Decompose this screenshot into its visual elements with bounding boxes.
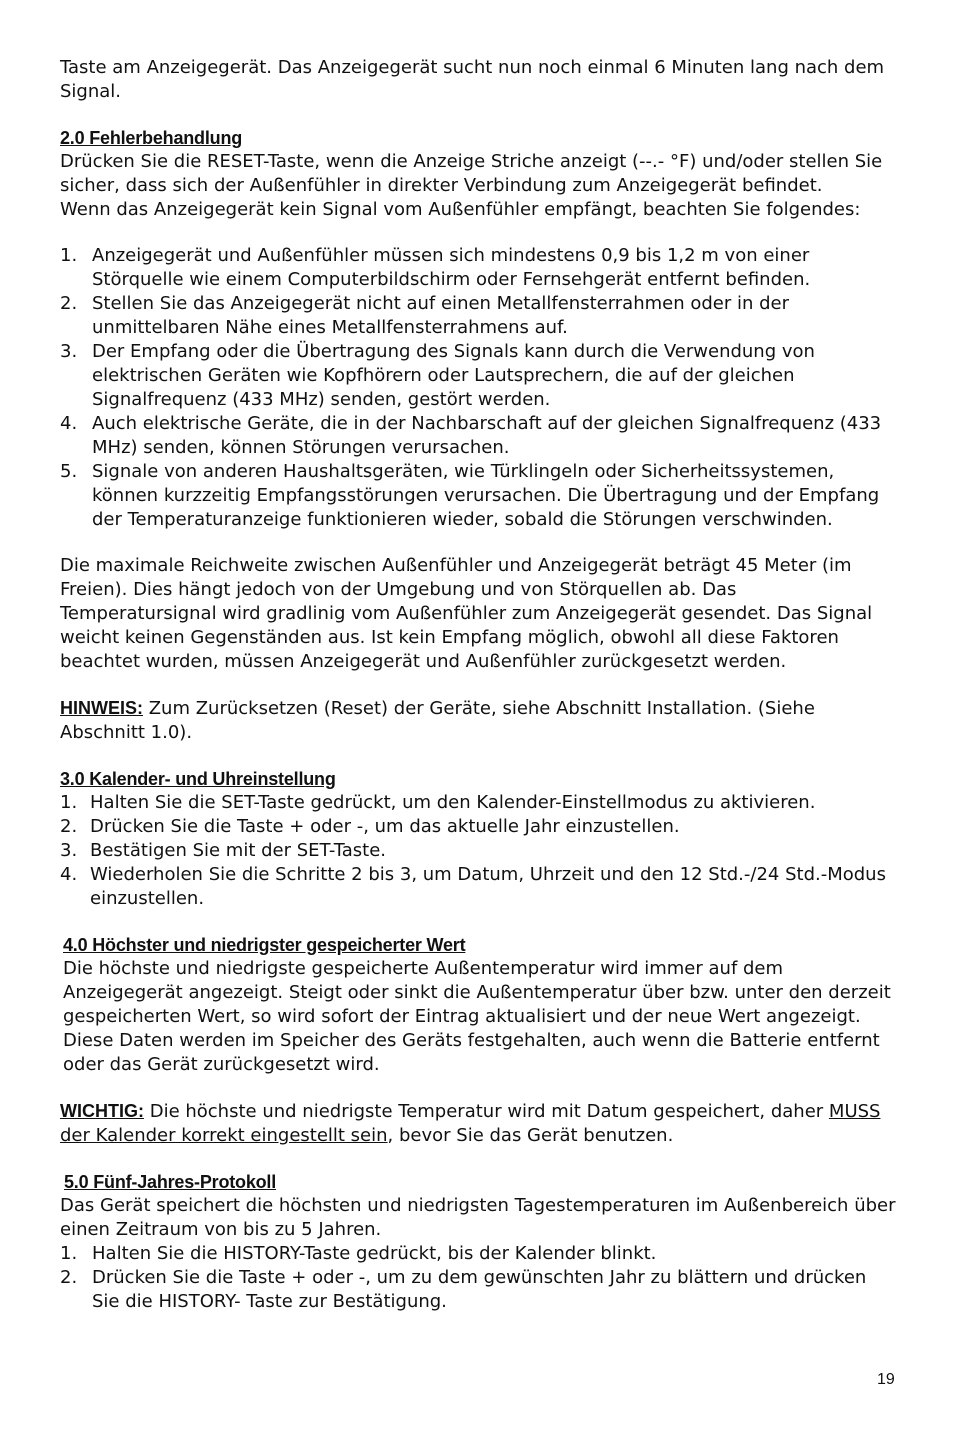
section-heading: 3.0 Kalender- und Uhreinstellung: [60, 769, 336, 789]
section-calendar-clock: [60, 767, 896, 911]
numbered-list: [60, 244, 896, 532]
numbered-list: [60, 1242, 896, 1314]
paragraph: Die maximale Reichweite zwischen Außenfühler und Anzeigegerät beträgt 45 Meter (im Freien). Dies hängt jedoch von der Umgebung und von Störquellen ab. Das Temperatursignal wird gradlinig vom Außenfühler zum Anzeigegerät gesendet. Das Signal weicht keinen Gegenständen aus. Ist kein Empfang möglich, obwohl all diese Faktoren beachtet wurden, müssen Anzeigegerät und Außenfühler zurückgesetzt werden.: [60, 555, 873, 672]
note-paragraph: [60, 696, 896, 745]
list-text: Drücken Sie die Taste + oder -, um das aktuelle Jahr einzustellen.: [90, 816, 680, 837]
intro-paragraph: Taste am Anzeigegerät. Das Anzeigegerät sucht nun noch einmal 6 Minuten lang nach dem Signal.: [60, 57, 885, 102]
list-item: [60, 460, 896, 532]
list-text: Halten Sie die SET-Taste gedrückt, um den Kalender-Einstellmodus zu aktivieren.: [90, 792, 816, 813]
important-underlined: MUSS der Kalender korrekt eingestellt sein: [60, 1101, 881, 1146]
list-number: 3.: [60, 341, 78, 362]
list-number: 3.: [60, 840, 78, 861]
note-label: HINWEIS:: [60, 698, 143, 718]
important-text: Die höchste und niedrigste Temperatur wird mit Datum gespeichert, daher: [143, 1101, 829, 1122]
list-text: Drücken Sie die Taste + oder -, um zu dem gewünschten Jahr zu blättern und drücken Sie die HISTORY- Taste zur Bestätigung.: [92, 1267, 867, 1312]
list-text: Bestätigen Sie mit der SET-Taste.: [90, 840, 386, 861]
list-item: [60, 1266, 896, 1314]
section-heading: 4.0 Höchster und niedrigster gespeicherter Wert: [63, 935, 466, 955]
important-label: WICHTIG:: [60, 1101, 144, 1121]
list-text: Signale von anderen Haushaltsgeräten, wie Türklingeln oder Sicherheitssystemen, können kurzzeitig Empfangsstörungen verursachen. Die Übertragung und der Empfang der Temperaturanzeige funktionieren wieder, sobald die Störungen verschwinden.: [92, 461, 880, 530]
list-item: [60, 815, 896, 839]
important-tail: , bevor Sie das Gerät benutzen.: [387, 1125, 674, 1146]
list-item: [60, 839, 896, 863]
section-min-max: [60, 933, 896, 1077]
list-number: 5.: [60, 461, 78, 482]
list-text: Auch elektrische Geräte, die in der Nachbarschaft auf der gleichen Signalfrequenz (433 MHz) senden, können Störungen verursachen.: [92, 413, 882, 458]
section-heading: 2.0 Fehlerbehandlung: [60, 128, 243, 148]
list-text: Der Empfang oder die Übertragung des Signals kann durch die Verwendung von elektrischen Geräten wie Kopfhörern oder Lautsprechern, die auf der gleichen Signalfrequenz (433 MHz) senden, gestört werden.: [92, 341, 815, 410]
section-heading: 5.0 Fünf-Jahres-Protokoll: [64, 1172, 277, 1192]
list-number: 1.: [60, 1243, 78, 1264]
list-number: 1.: [60, 792, 78, 813]
list-number: 2.: [60, 816, 78, 837]
list-number: 2.: [60, 1267, 78, 1288]
list-number: 2.: [60, 293, 78, 314]
list-item: [60, 863, 896, 911]
list-item: [60, 292, 896, 340]
paragraph: Das Gerät speichert die höchsten und niedrigsten Tagestemperaturen im Außenbereich über einen Zeitraum von bis zu 5 Jahren.: [60, 1195, 896, 1240]
list-text: Anzeigegerät und Außenfühler müssen sich mindestens 0,9 bis 1,2 m von einer Störquelle wie einem Computerbildschirm oder Fernsehgerät entfernt befinden.: [92, 245, 811, 290]
manual-page: [60, 56, 896, 1314]
list-item: [60, 340, 896, 412]
list-text: Wiederholen Sie die Schritte 2 bis 3, um Datum, Uhrzeit und den 12 Std.-/24 Std.-Modus einzustellen.: [90, 864, 886, 909]
paragraph: Die höchste und niedrigste gespeicherte Außentemperatur wird immer auf dem Anzeigegerät angezeigt. Steigt oder sinkt die Außentemperatur über bzw. unter den derzeit gespeicherten Wert, so wird sofort der Eintrag aktualisiert und der neue Wert angezeigt. Diese Daten werden im Speicher des Geräts festgehalten, auch wenn die Batterie entfernt oder das Gerät zurückgesetzt wird.: [63, 958, 891, 1075]
list-number: 4.: [60, 864, 78, 885]
list-item: [60, 791, 896, 815]
page-number: 19: [877, 1371, 895, 1388]
list-item: [60, 412, 896, 460]
list-item: [60, 244, 896, 292]
note-text: Zum Zurücksetzen (Reset) der Geräte, siehe Abschnitt Installation. (Siehe Abschnitt 1.0).: [60, 698, 815, 743]
important-paragraph: [60, 1099, 896, 1148]
list-text: Stellen Sie das Anzeigegerät nicht auf einen Metallfensterrahmen oder in der unmittelbaren Nähe eines Metallfensterrahmens auf.: [92, 293, 790, 338]
list-item: [60, 1242, 896, 1266]
section-five-year-history: [60, 1170, 896, 1314]
list-number: 4.: [60, 413, 78, 434]
numbered-list: [60, 791, 896, 911]
paragraph: Wenn das Anzeigegerät kein Signal vom Außenfühler empfängt, beachten Sie folgendes:: [60, 199, 861, 220]
paragraph: Drücken Sie die RESET-Taste, wenn die Anzeige Striche anzeigt (--.- °F) und/oder stellen Sie sicher, dass sich der Außenfühler in direkter Verbindung zum Anzeigegerät befindet.: [60, 151, 883, 196]
list-text: Halten Sie die HISTORY-Taste gedrückt, bis der Kalender blinkt.: [92, 1243, 657, 1264]
list-number: 1.: [60, 245, 78, 266]
section-troubleshooting: [60, 126, 896, 745]
